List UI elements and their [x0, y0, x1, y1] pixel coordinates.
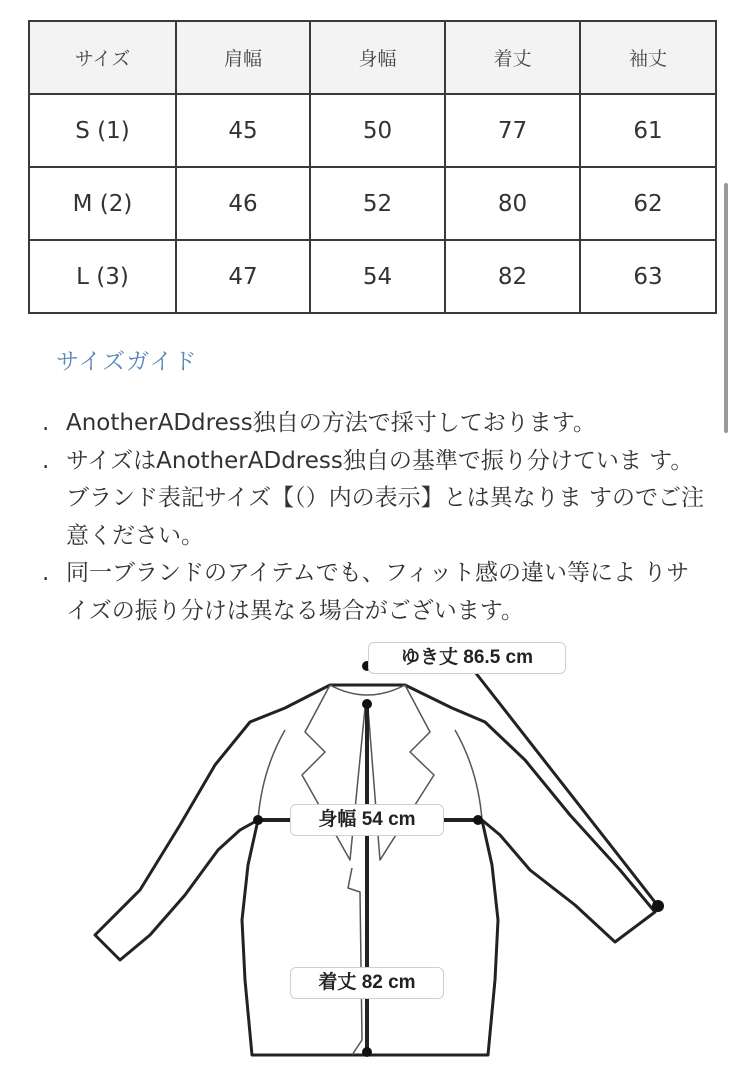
table-cell: L (3)	[29, 240, 176, 313]
scrollbar[interactable]	[724, 183, 728, 433]
note-text: 同一ブランドのアイテムでも、フィット感の違い等によ りサイズの振り分けは異なる場合がございます。	[66, 560, 690, 624]
table-row	[29, 94, 716, 167]
list-item	[38, 443, 708, 556]
bullet: .	[42, 447, 50, 474]
table-row	[29, 240, 716, 313]
table-cell: 52	[310, 167, 445, 240]
size-table	[28, 20, 717, 314]
header-length: 着丈	[445, 21, 580, 94]
table-cell: 46	[176, 167, 310, 240]
header-shoulder: 肩幅	[176, 21, 310, 94]
table-cell: M (2)	[29, 167, 176, 240]
note-text: サイズはAnotherADdress独自の基準で振り分けていま す。ブランド表記サイズ【（）内の表示】とは異なりま すのでご注意ください。	[66, 447, 704, 549]
table-cell: 54	[310, 240, 445, 313]
table-cell: 63	[580, 240, 716, 313]
header-chest: 身幅	[310, 21, 445, 94]
size-notes-list	[38, 405, 708, 630]
body-length-label: 着丈 82 cm	[290, 967, 444, 999]
jacket-outline	[0, 630, 734, 1080]
header-size: サイズ	[29, 21, 176, 94]
note-text: AnotherADdress独自の方法で採寸しております。	[66, 410, 596, 436]
size-guide-link[interactable]: サイズガイド	[56, 349, 198, 375]
header-sleeve: 袖丈	[580, 21, 716, 94]
table-cell: 50	[310, 94, 445, 167]
table-cell: 82	[445, 240, 580, 313]
table-cell: 45	[176, 94, 310, 167]
table-row	[29, 167, 716, 240]
table-cell: 47	[176, 240, 310, 313]
size-table-header-row	[29, 21, 716, 94]
bullet: .	[42, 410, 50, 436]
list-item	[38, 405, 708, 443]
sleeve-length-label: ゆき丈 86.5 cm	[368, 642, 566, 674]
jacket-diagram	[0, 630, 734, 1084]
bullet: .	[42, 560, 50, 586]
table-cell: 80	[445, 167, 580, 240]
chest-width-label: 身幅 54 cm	[290, 804, 444, 836]
table-cell: 61	[580, 94, 716, 167]
list-item	[38, 555, 708, 630]
table-cell: S (1)	[29, 94, 176, 167]
table-cell: 77	[445, 94, 580, 167]
table-cell: 62	[580, 167, 716, 240]
